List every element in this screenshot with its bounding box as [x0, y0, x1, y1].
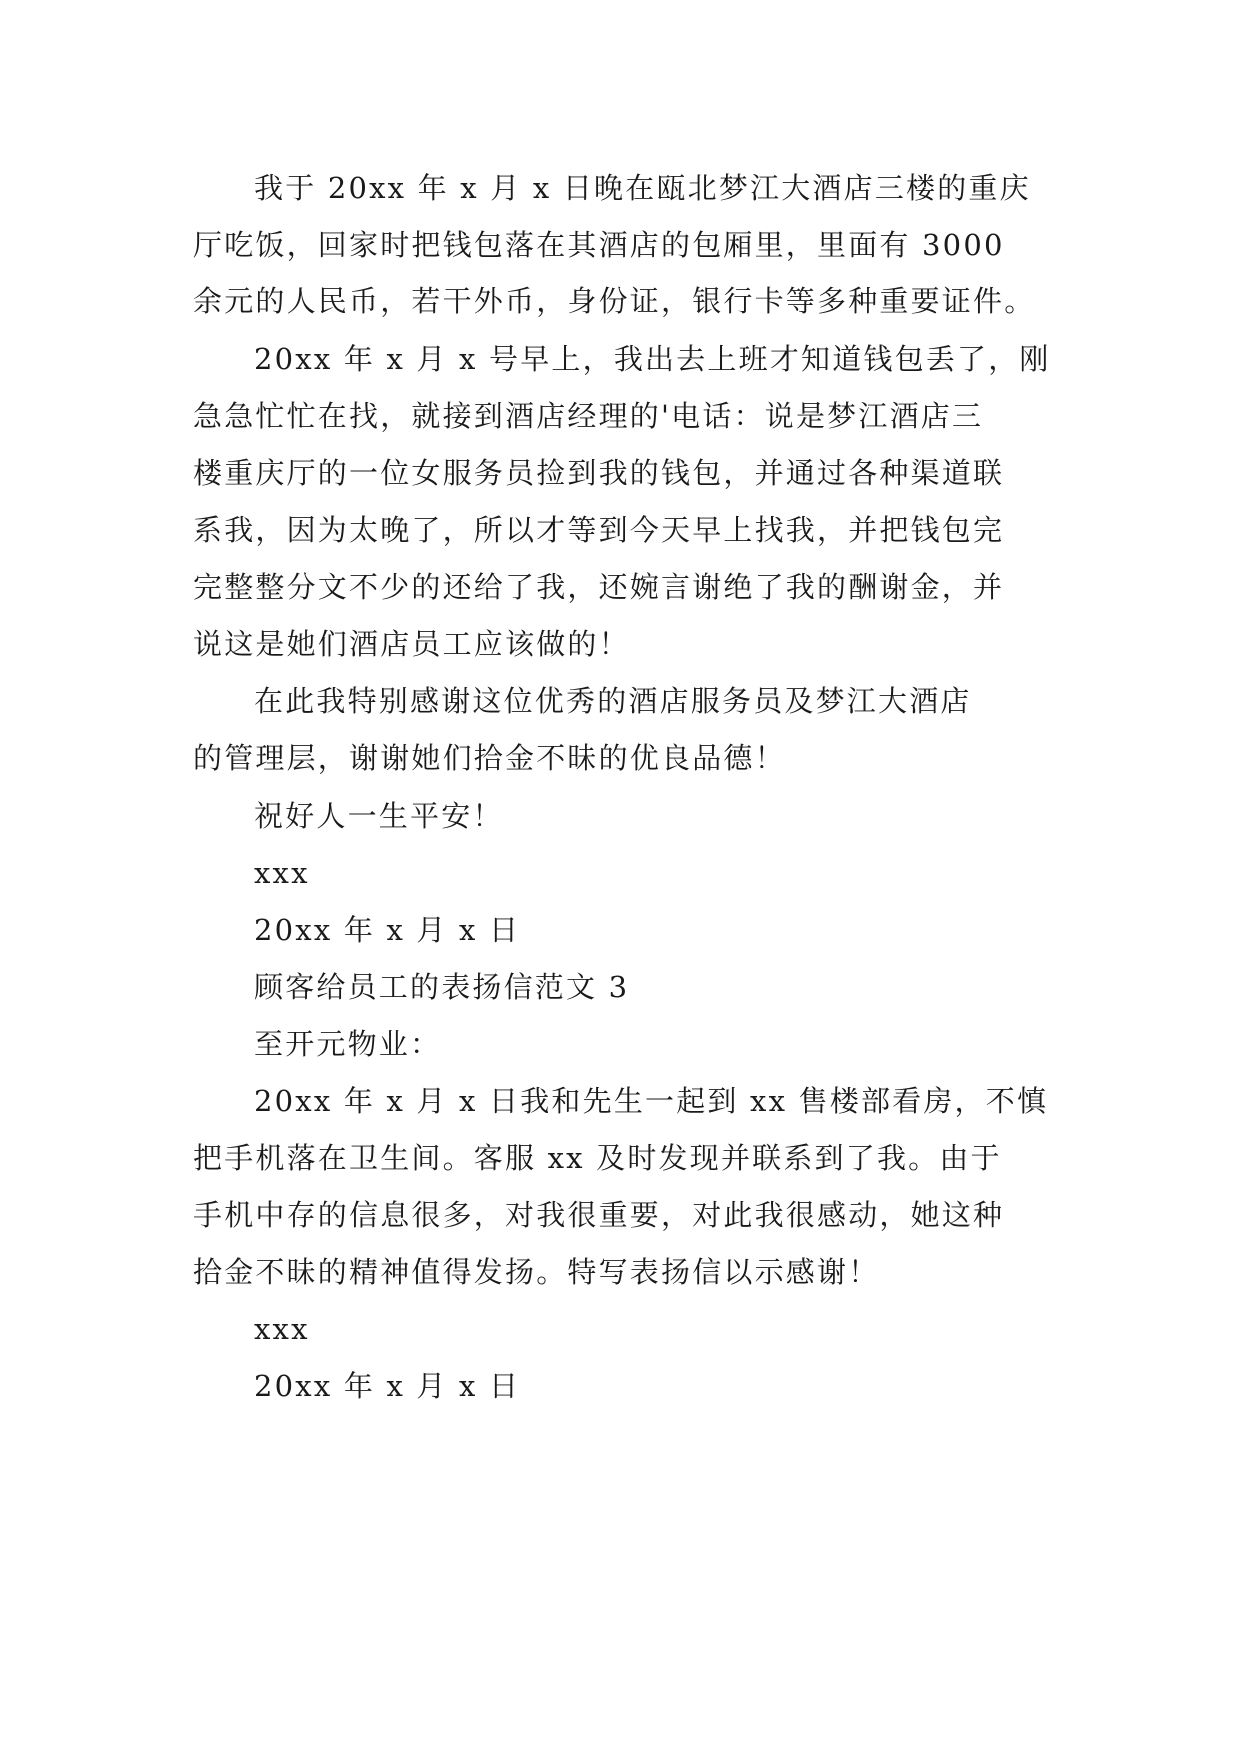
paragraph-4-line-4: 拾金不昧的精神值得发扬。特写表扬信以示感谢！ — [193, 1255, 880, 1289]
paragraph-2-line-1: 20xx 年 x 月 x 号早上，我出去上班才知道钱包丢了，刚 — [254, 342, 1051, 376]
paragraph-3-line-1: 在此我特别感谢这位优秀的酒店服务员及梦江大酒店 — [254, 684, 972, 718]
paragraph-1-line-1: 我于 20xx 年 x 月 x 日晚在瓯北梦江大酒店三楼的重庆 — [254, 171, 1031, 205]
signature-2: xxx — [254, 1312, 310, 1346]
paragraph-2-line-3: 楼重庆厅的一位女服务员捡到我的钱包，并通过各种渠道联 — [193, 456, 1005, 490]
section-title: 顾客给员工的表扬信范文 3 — [254, 970, 630, 1004]
date-2: 20xx 年 x 月 x 日 — [254, 1369, 521, 1403]
paragraph-1-line-3: 余元的人民币，若干外币，身份证，银行卡等多种重要证件。 — [193, 284, 1036, 318]
salutation: 至开元物业： — [254, 1027, 442, 1061]
paragraph-2-line-4: 系我，因为太晚了，所以才等到今天早上找我，并把钱包完 — [193, 513, 1005, 547]
blessing-line: 祝好人一生平安！ — [254, 799, 504, 833]
signature-1: xxx — [254, 856, 310, 890]
paragraph-2-line-6: 说这是她们酒店员工应该做的！ — [193, 627, 630, 661]
paragraph-4-line-1: 20xx 年 x 月 x 日我和先生一起到 xx 售楼部看房，不慎 — [254, 1084, 1049, 1118]
date-1: 20xx 年 x 月 x 日 — [254, 913, 521, 947]
paragraph-4-line-3: 手机中存的信息很多，对我很重要，对此我很感动，她这种 — [193, 1198, 1005, 1232]
paragraph-3-line-2: 的管理层，谢谢她们拾金不昧的优良品德！ — [193, 741, 786, 775]
paragraph-2-line-5: 完整整分文不少的还给了我，还婉言谢绝了我的酬谢金，并 — [193, 570, 1005, 604]
paragraph-4-line-2: 把手机落在卫生间。客服 xx 及时发现并联系到了我。由于 — [193, 1141, 1002, 1175]
paragraph-2-line-2: 急急忙忙在找，就接到酒店经理的'电话：说是梦江酒店三 — [193, 399, 984, 433]
paragraph-1-line-2: 厅吃饭，回家时把钱包落在其酒店的包厢里，里面有 3000 — [193, 228, 1005, 262]
